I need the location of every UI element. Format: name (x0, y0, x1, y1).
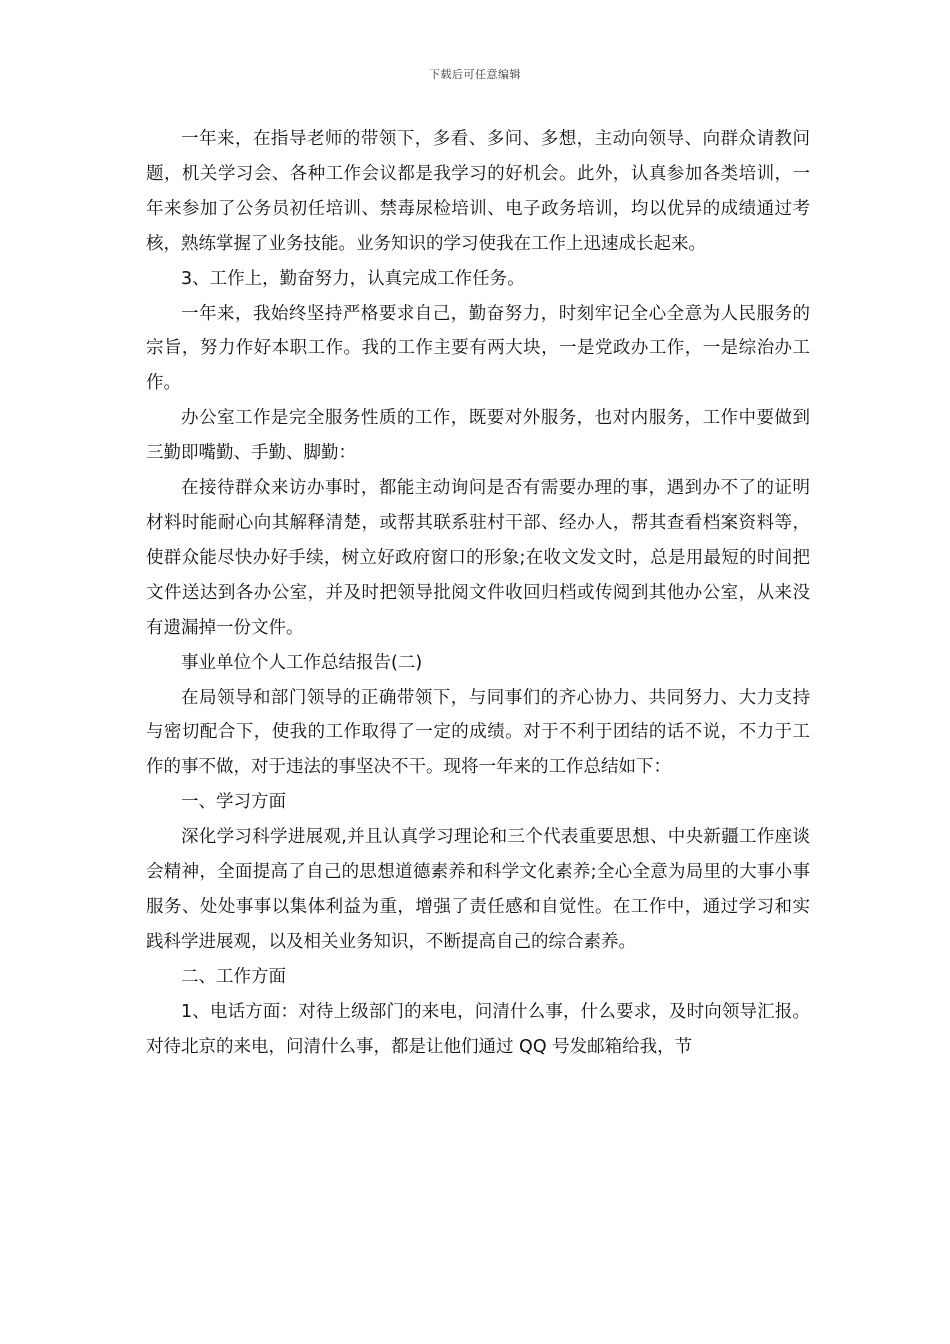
section-heading: 一、学习方面 (181, 792, 286, 813)
paragraph: 在局领导和部门领导的正确带领下，与同事们的齐心协力、共同努力、大力支持与密切配合下，使我的工作取得了一定的成绩。对于不利于团结的话不说，不力于工作的事不做，对于违法的事坚决不干。现将一年来的工作总结如下： (146, 687, 810, 778)
document-body (146, 122, 810, 1064)
paragraph: 3、工作上，勤奋努力，认真完成工作任务。 (181, 268, 525, 289)
paragraph: 一年来，我始终坚持严格要求自己，勤奋努力，时刻牢记全心全意为人民服务的宗旨，努力作好本职工作。我的工作主要有两大块，一是党政办工作，一是综治办工作。 (146, 303, 810, 394)
paragraph: 1、电话方面：对待上级部门的来电，问清什么事，什么要求，及时向领导汇报。对待北京的来电，问清什么事，都是让他们通过 QQ 号发邮箱给我，节 (146, 1001, 810, 1057)
section-heading: 二、工作方面 (181, 966, 286, 987)
paragraph: 深化学习科学进展观,并且认真学习理论和三个代表重要思想、中央新疆工作座谈会精神，全面提高了自己的思想道德素养和科学文化素养;全心全意为局里的大事小事服务、处处事事以集体利益为重，增强了责任感和自觉性。在工作中，通过学习和实践科学进展观，以及相关业务知识，不断提高自己的综合素养。 (146, 827, 810, 952)
paragraph: 在接待群众来访办事时，都能主动询问是否有需要办理的事，遇到办不了的证明材料时能耐心向其解释清楚，或帮其联系驻村干部、经办人，帮其查看档案资料等，使群众能尽快办好手续，树立好政府窗口的形象;在收文发文时，总是用最短的时间把文件送达到各办公室，并及时把领导批阅文件收回归档或传阅到其他办公室，从来没有遗漏掉一份文件。 (146, 478, 810, 638)
paragraph: 一年来，在指导老师的带领下，多看、多问、多想，主动向领导、向群众请教问题，机关学习会、各种工作会议都是我学习的好机会。此外，认真参加各类培训，一年来参加了公务员初任培训、禁毒尿检培训、电子政务培训，均以优异的成绩通过考核，熟练掌握了业务技能。业务知识的学习使我在工作上迅速成长起来。 (146, 129, 810, 254)
section-title: 事业单位个人工作总结报告(二) (181, 652, 423, 673)
page-header: 下载后可任意编辑 (429, 68, 521, 81)
paragraph: 办公室工作是完全服务性质的工作，既要对外服务，也对内服务，工作中要做到三勤即嘴勤、手勤、脚勤： (146, 408, 810, 464)
